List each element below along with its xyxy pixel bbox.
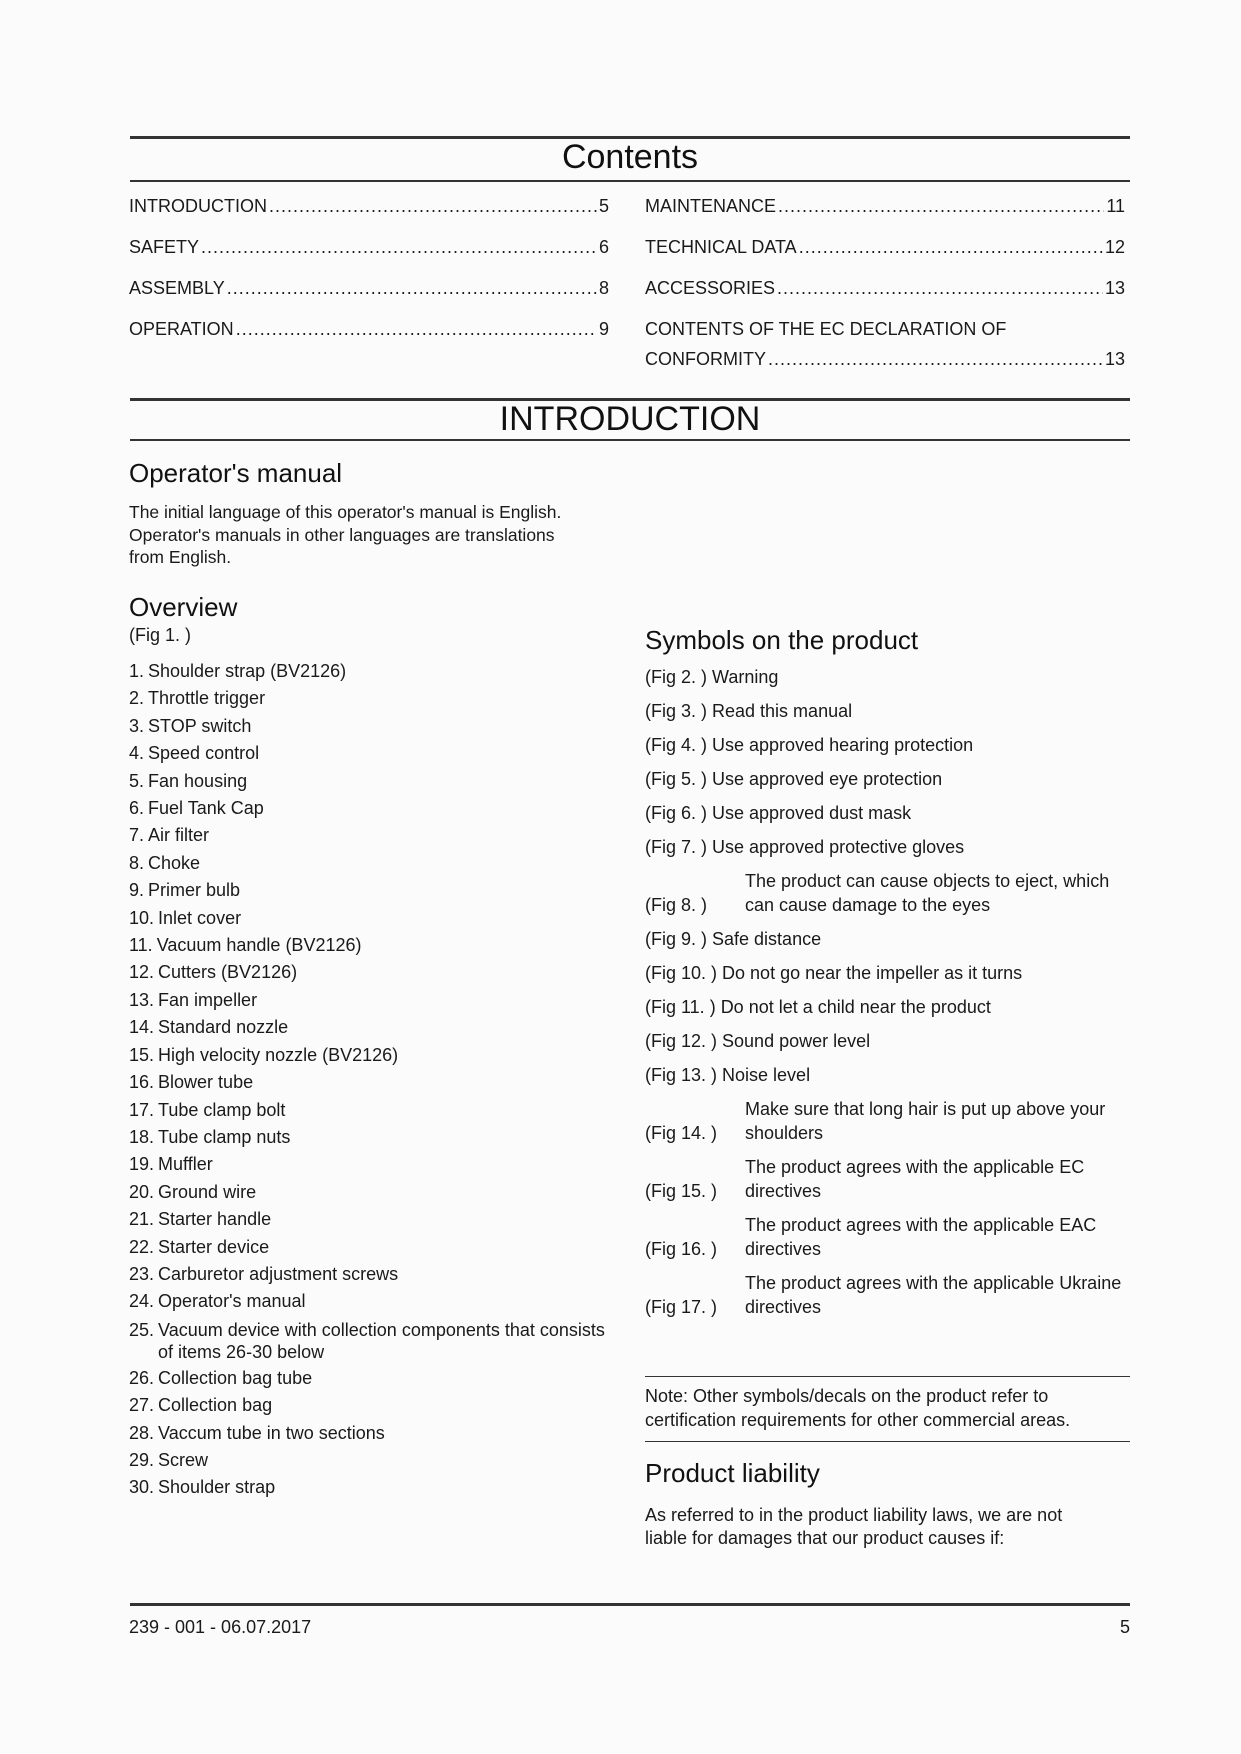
symbol-description: The product agrees with the applicable Ukraine directives: [745, 1273, 1122, 1317]
toc-entry: INTRODUCTION ..... 5: [129, 195, 609, 217]
symbol-row: [645, 801, 1130, 825]
symbol-row: [645, 835, 1130, 859]
overview-item: 12. Cutters (BV2126): [129, 962, 298, 983]
overview-item: 2. Throttle trigger: [129, 688, 266, 709]
symbol-description: Do not go near the impeller as it turns: [722, 963, 1023, 983]
symbol-fig-ref: (Fig 13. ): [645, 1065, 718, 1085]
symbol-row: [645, 869, 1130, 917]
operators-manual-heading: Operator's manual: [129, 458, 343, 488]
product-liability-heading: Product liability: [645, 1458, 820, 1488]
symbol-row: [645, 1213, 1130, 1261]
symbol-description: Sound power level: [722, 1031, 871, 1051]
overview-item: 24. Operator's manual: [129, 1291, 306, 1312]
symbol-row: [645, 699, 1130, 723]
symbol-description: The product agrees with the applicable EC directives: [745, 1157, 1085, 1201]
symbol-row: [645, 1271, 1130, 1319]
symbol-row: [645, 995, 1130, 1019]
symbol-description: Noise level: [722, 1065, 811, 1085]
contents-title: Contents: [561, 138, 699, 176]
overview-item: 5. Fan housing: [129, 770, 248, 791]
symbol-row: [645, 733, 1130, 757]
toc-left-column: [129, 195, 609, 359]
symbol-fig-ref: (Fig 10. ): [645, 963, 718, 983]
footer-rule: [130, 1603, 1130, 1606]
symbol-fig-ref: (Fig 9. ): [645, 929, 708, 949]
symbol-row: [645, 1097, 1130, 1145]
overview-item: 9. Primer bulb: [129, 880, 241, 901]
overview-list: [129, 658, 609, 1502]
symbol-row: [645, 961, 1130, 985]
symbols-heading: Symbols on the product: [645, 625, 919, 655]
overview-item: 20. Ground wire: [129, 1181, 257, 1202]
symbol-fig-ref: (Fig 11. ): [645, 997, 716, 1017]
footer-doc-ref: 239 - 001 - 06.07.2017: [129, 1617, 312, 1637]
overview-item: 21. Starter handle: [129, 1209, 272, 1230]
symbol-description: Use approved protective gloves: [712, 837, 965, 857]
note-top-rule: [645, 1376, 1130, 1377]
symbol-row: [645, 767, 1130, 791]
overview-heading: Overview: [129, 592, 238, 622]
overview-item: 6. Fuel Tank Cap: [129, 798, 264, 819]
symbol-fig-ref: (Fig 12. ): [645, 1031, 718, 1051]
overview-fig-ref: (Fig 1. ): [129, 625, 192, 645]
symbol-description: Use approved eye protection: [712, 769, 943, 789]
toc-entry: MAINTENANCE ..... 11: [645, 195, 1125, 217]
symbol-fig-ref: (Fig 7. ): [645, 837, 708, 857]
note-text: Note: Other symbols/decals on the product refer to certification requirements for other commercial areas.: [645, 1386, 1071, 1430]
overview-item: 3. STOP switch: [129, 715, 252, 736]
overview-item: 7. Air filter: [129, 825, 210, 846]
toc-entry: ASSEMBLY ..... 8: [129, 277, 609, 299]
symbol-row: [645, 1063, 1130, 1087]
overview-item: 1. Shoulder strap (BV2126): [129, 661, 347, 681]
symbol-description: Read this manual: [712, 701, 853, 721]
overview-item: 19. Muffler: [129, 1154, 213, 1175]
symbol-description: Use approved hearing protection: [712, 735, 974, 755]
symbol-fig-ref: (Fig 8. ): [645, 895, 708, 915]
operators-manual-text: The initial language of this operator's manual is English. Operator's manuals in other languages are translations from English.: [129, 502, 562, 567]
symbol-description: Safe distance: [712, 929, 822, 949]
note-label: Note:: [645, 1386, 689, 1406]
toc-entry: CONTENTS OF THE EC DECLARATION OF CONFORMITY ..... 13: [645, 318, 1125, 370]
overview-item: 13. Fan impeller: [129, 989, 258, 1010]
symbol-row: [645, 665, 1130, 689]
overview-item: 23. Carburetor adjustment screws: [129, 1263, 399, 1284]
overview-item: 15. High velocity nozzle (BV2126): [129, 1044, 399, 1065]
overview-item: 4. Speed control: [129, 743, 260, 764]
introduction-title: INTRODUCTION: [499, 400, 761, 438]
toc-entry: OPERATION ..... 9: [129, 318, 609, 340]
symbol-fig-ref: (Fig 2. ): [645, 667, 708, 687]
symbol-fig-ref: (Fig 5. ): [645, 769, 708, 789]
overview-item: 29. Screw: [129, 1449, 209, 1470]
note-bottom-rule: [645, 1441, 1130, 1442]
overview-item: 18. Tube clamp nuts: [129, 1126, 291, 1147]
overview-item: 22. Starter device: [129, 1236, 270, 1257]
symbol-fig-ref: (Fig 16. ): [645, 1239, 718, 1259]
symbol-row: [645, 1029, 1130, 1053]
symbol-description: Make sure that long hair is put up above your shoulders: [745, 1099, 1106, 1143]
symbol-fig-ref: (Fig 6. ): [645, 803, 708, 823]
symbol-description: Warning: [712, 667, 779, 687]
introduction-bottom-rule: [130, 439, 1130, 441]
symbol-fig-ref: (Fig 17. ): [645, 1297, 718, 1317]
symbol-fig-ref: (Fig 4. ): [645, 735, 708, 755]
toc-right-column: [645, 195, 1125, 389]
toc-entry: TECHNICAL DATA ..... 12: [645, 236, 1125, 258]
toc-entry: SAFETY ..... 6: [129, 236, 609, 258]
overview-item: 14. Standard nozzle: [129, 1017, 289, 1038]
overview-item: 25. Vacuum device with collection components that consists of items 26-30 below: [129, 1319, 605, 1362]
symbol-description: The product can cause objects to eject, which can cause damage to the eyes: [745, 871, 1110, 915]
overview-item: 26. Collection bag tube: [129, 1367, 313, 1388]
product-liability-text: As referred to in the product liability laws, we are not liable for damages that our product causes if:: [645, 1505, 1063, 1548]
symbol-row: [645, 927, 1130, 951]
symbol-row: [645, 1155, 1130, 1203]
toc-entry: ACCESSORIES ..... 13: [645, 277, 1125, 299]
symbol-fig-ref: (Fig 3. ): [645, 701, 708, 721]
symbols-table: [645, 665, 1130, 1319]
symbol-fig-ref: (Fig 15. ): [645, 1181, 718, 1201]
overview-item: 16. Blower tube: [129, 1072, 254, 1093]
overview-item: 28. Vaccum tube in two sections: [129, 1422, 385, 1443]
overview-item: 8. Choke: [129, 852, 201, 873]
symbol-fig-ref: (Fig 14. ): [645, 1123, 718, 1143]
overview-item: 17. Tube clamp bolt: [129, 1099, 286, 1120]
symbol-description: Do not let a child near the product: [720, 997, 991, 1017]
overview-item: 10. Inlet cover: [129, 907, 242, 928]
footer-page-number: 5: [1119, 1617, 1130, 1637]
overview-item: 30. Shoulder strap: [129, 1477, 276, 1498]
symbol-description: Use approved dust mask: [712, 803, 912, 823]
overview-item: 27. Collection bag: [129, 1395, 273, 1416]
contents-bottom-rule: [130, 180, 1130, 182]
symbol-description: The product agrees with the applicable EAC directives: [745, 1215, 1097, 1259]
overview-item: 11. Vacuum handle (BV2126): [129, 935, 362, 956]
